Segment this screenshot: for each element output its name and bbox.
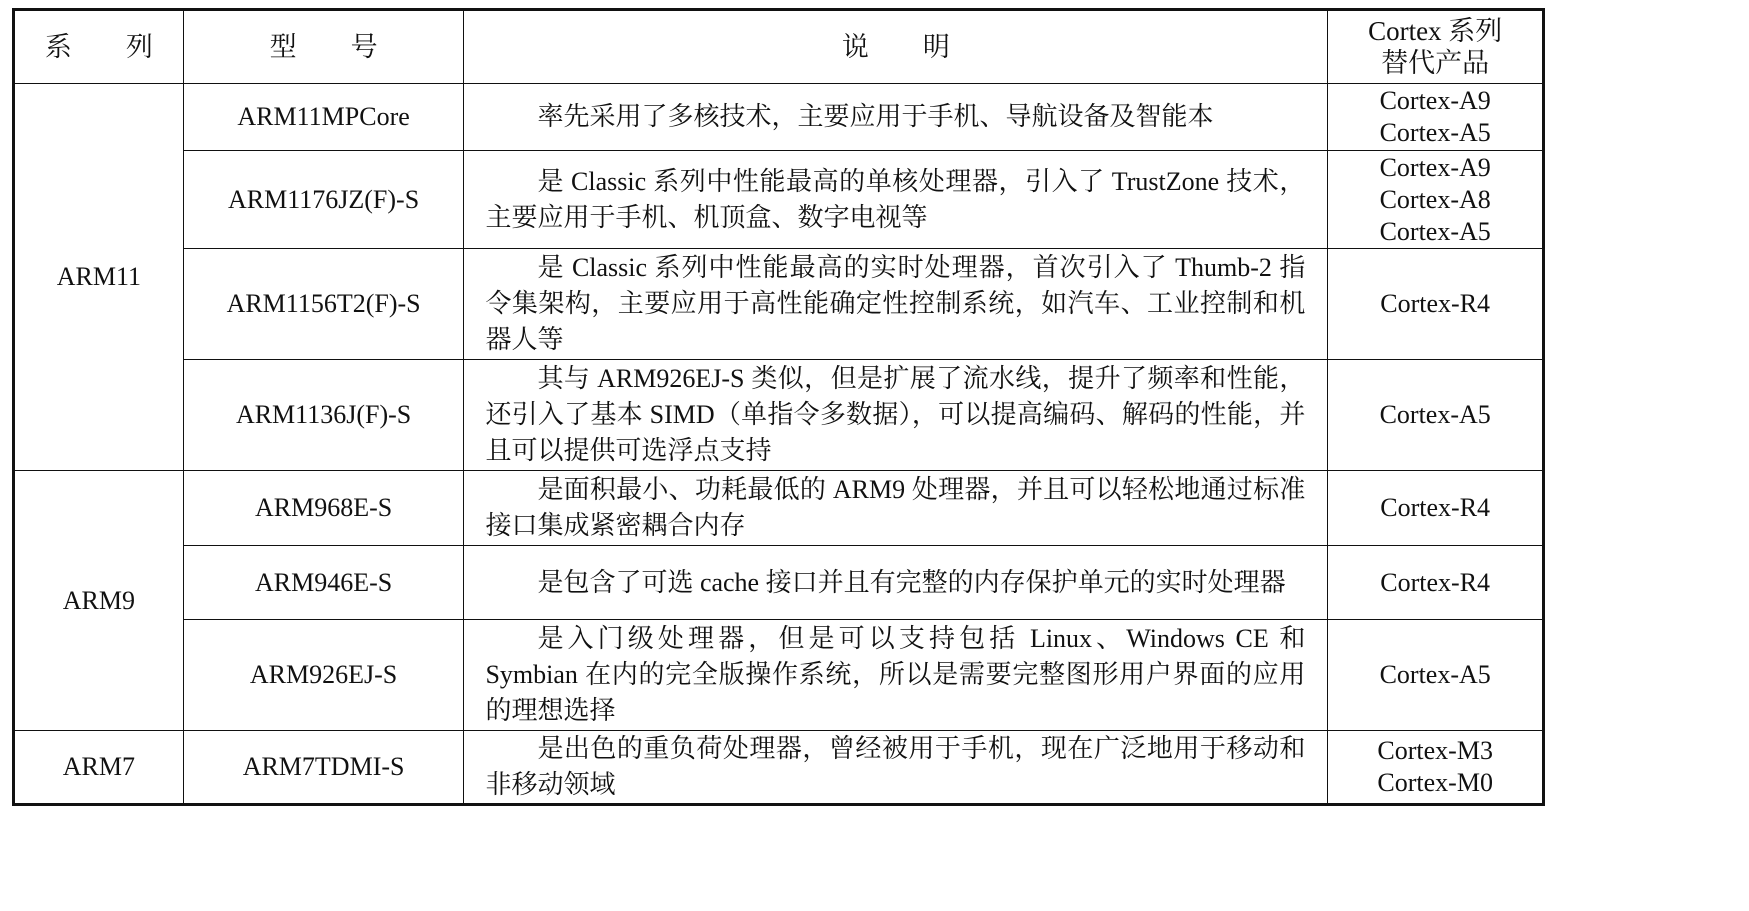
model-cell: ARM1136J(F)-S bbox=[183, 360, 464, 471]
description-cell bbox=[464, 471, 1328, 546]
arm-series-table bbox=[12, 8, 1545, 806]
description-text: 是 Classic 系列中性能最高的单核处理器，引入了 TrustZone 技术，主要应用于手机、机顶盒、数字电视等 bbox=[485, 166, 1306, 232]
header-series: 系 列 bbox=[14, 10, 184, 84]
header-replacement bbox=[1328, 10, 1544, 84]
table-row bbox=[14, 249, 1544, 360]
replacement-cell: Cortex-A5 bbox=[1328, 620, 1544, 731]
replacement-item: Cortex-A5 bbox=[1379, 118, 1491, 147]
description-cell bbox=[464, 546, 1328, 620]
series-cell: ARM9 bbox=[14, 471, 184, 731]
table-row bbox=[14, 546, 1544, 620]
header-model: 型 号 bbox=[183, 10, 464, 84]
description-text: 是包含了可选 cache 接口并且有完整的内存保护单元的实时处理器 bbox=[537, 567, 1286, 597]
header-replacement-line1: Cortex 系列 bbox=[1368, 16, 1503, 46]
replacement-item: Cortex-M0 bbox=[1377, 768, 1493, 797]
model-cell: ARM11MPCore bbox=[183, 84, 464, 151]
model-cell: ARM926EJ-S bbox=[183, 620, 464, 731]
description-text: 是出色的重负荷处理器，曾经被用于手机，现在广泛地用于移动和非移动领域 bbox=[485, 734, 1306, 799]
table-row bbox=[14, 360, 1544, 471]
description-cell bbox=[464, 84, 1328, 151]
model-cell: ARM1176JZ(F)-S bbox=[183, 151, 464, 249]
model-cell: ARM968E-S bbox=[183, 471, 464, 546]
table-row bbox=[14, 151, 1544, 249]
header-row bbox=[14, 10, 1544, 84]
description-cell bbox=[464, 151, 1328, 249]
description-text: 其与 ARM926EJ-S 类似，但是扩展了流水线，提升了频率和性能，还引入了基本 SIMD（单指令多数据），可以提高编码、解码的性能，并且可以提供可选浮点支持 bbox=[485, 364, 1306, 465]
replacement-cell: Cortex-A5 bbox=[1328, 360, 1544, 471]
description-cell bbox=[464, 249, 1328, 360]
table-row bbox=[14, 731, 1544, 805]
replacement-cell: Cortex-R4 bbox=[1328, 546, 1544, 620]
replacement-item: Cortex-A5 bbox=[1379, 216, 1491, 246]
replacement-item: Cortex-M3 bbox=[1377, 736, 1493, 765]
replacement-item: Cortex-A8 bbox=[1379, 184, 1491, 214]
description-text: 是 Classic 系列中性能最高的实时处理器，首次引入了 Thumb-2 指令集架构，主要应用于高性能确定性控制系统，如汽车、工业控制和机器人等 bbox=[485, 253, 1306, 354]
description-text: 是入门级处理器，但是可以支持包括 Linux、Windows CE 和 Symbian 在内的完全版操作系统，所以是需要完整图形用户界面的应用的理想选择 bbox=[485, 624, 1306, 725]
header-description: 说 明 bbox=[464, 10, 1328, 84]
series-cell: ARM11 bbox=[14, 84, 184, 471]
model-cell: ARM946E-S bbox=[183, 546, 464, 620]
description-text: 是面积最小、功耗最低的 ARM9 处理器，并且可以轻松地通过标准接口集成紧密耦合内存 bbox=[485, 475, 1306, 540]
description-text: 率先采用了多核技术，主要应用于手机、导航设备及智能本 bbox=[537, 102, 1214, 131]
description-cell bbox=[464, 620, 1328, 731]
description-cell bbox=[464, 731, 1328, 805]
replacement-cell: Cortex-R4 bbox=[1328, 471, 1544, 546]
replacement-cell: Cortex-R4 bbox=[1328, 249, 1544, 360]
model-cell: ARM7TDMI-S bbox=[183, 731, 464, 805]
replacement-item: Cortex-A9 bbox=[1379, 86, 1491, 115]
series-cell: ARM7 bbox=[14, 731, 184, 805]
replacement-item: Cortex-A9 bbox=[1379, 152, 1491, 182]
replacement-cell bbox=[1328, 84, 1544, 151]
replacement-cell bbox=[1328, 151, 1544, 249]
table-row bbox=[14, 84, 1544, 151]
model-cell: ARM1156T2(F)-S bbox=[183, 249, 464, 360]
table-row bbox=[14, 620, 1544, 731]
header-replacement-line2: 替代产品 bbox=[1381, 48, 1490, 78]
replacement-cell bbox=[1328, 731, 1544, 805]
description-cell bbox=[464, 360, 1328, 471]
table-row bbox=[14, 471, 1544, 546]
